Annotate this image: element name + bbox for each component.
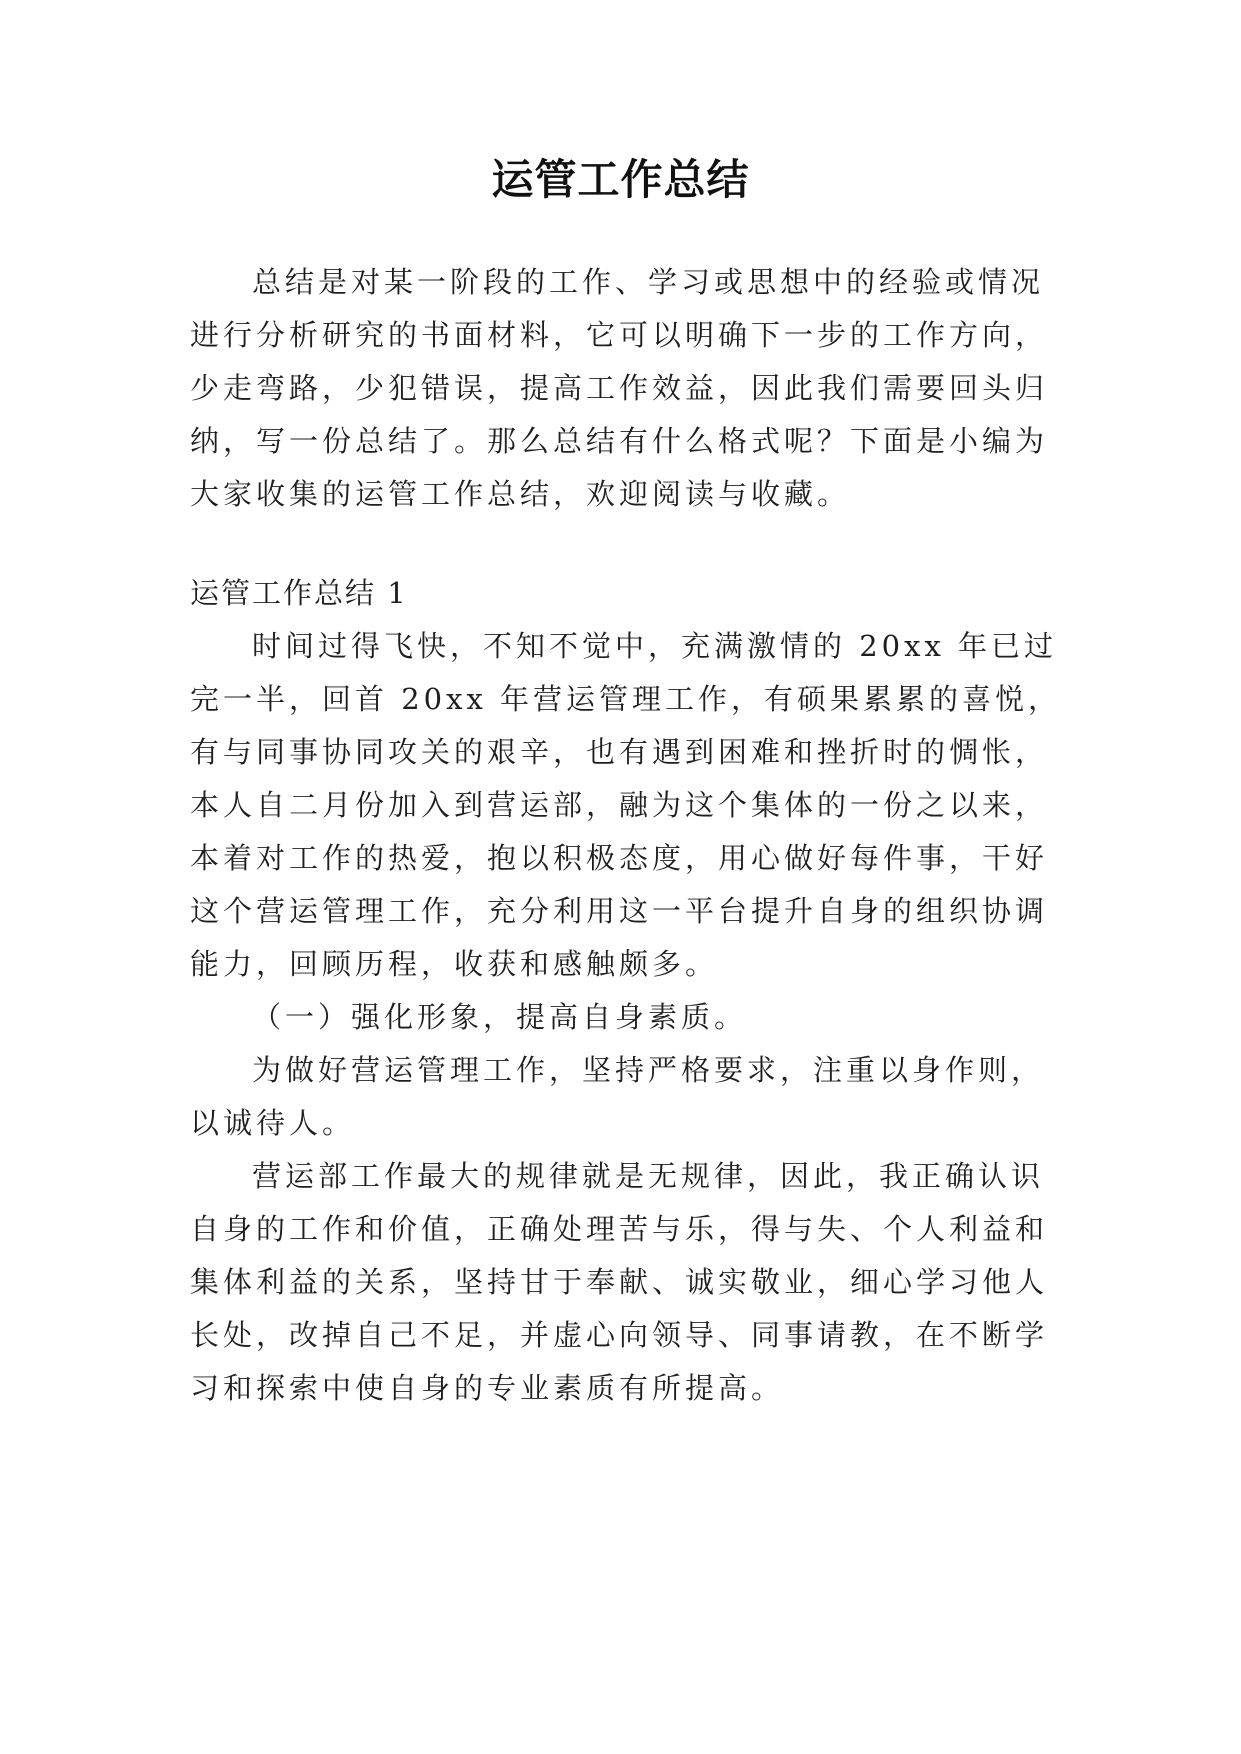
text-line: 营运部工作最大的规律就是无规律，因此，我正确认识 [252, 1159, 1045, 1193]
text-line: 自身的工作和价值，正确处理苦与乐，得与失、个人利益和 [190, 1212, 1049, 1246]
subsection-heading: （一）强化形象，提高自身素质。 [252, 1000, 748, 1034]
text-line: 纳，写一份总结了。那么总结有什么格式呢？下面是小编为 [190, 424, 1049, 458]
text-line: 本着对工作的热爱，抱以积极态度，用心做好每件事，干好 [190, 841, 1049, 875]
text-line: 总结是对某一阶段的工作、学习或思想中的经验或情况 [252, 265, 1045, 299]
text-line: 少走弯路，少犯错误，提高工作效益，因此我们需要回头归 [190, 371, 1049, 405]
text-line: 集体利益的关系，坚持甘于奉献、诚实敬业，细心学习他人 [190, 1265, 1049, 1299]
text-line: 完一半，回首 20xx 年营运管理工作，有硕果累累的喜悦， [190, 682, 1062, 716]
text-line: 长处，改掉自己不足，并虚心向领导、同事请教，在不断学 [190, 1318, 1049, 1352]
section-heading: 运管工作总结 1 [190, 576, 408, 610]
text-line: 这个营运管理工作，充分利用这一平台提升自身的组织协调 [190, 894, 1049, 928]
text-line: 以诚待人。 [190, 1106, 356, 1140]
text-line: 为做好营运管理工作，坚持严格要求，注重以身作则， [252, 1053, 1045, 1087]
text-line: 习和探索中使自身的专业素质有所提高。 [190, 1371, 785, 1405]
text-line: 进行分析研究的书面材料，它可以明确下一步的工作方向， [190, 318, 1049, 352]
document-title: 运管工作总结 [491, 155, 750, 204]
text-line: 时间过得飞快，不知不觉中，充满激情的 20xx 年已过 [252, 629, 1058, 663]
text-line: 能力，回顾历程，收获和感触颇多。 [190, 947, 719, 981]
text-line: 大家收集的运管工作总结，欢迎阅读与收藏。 [190, 477, 851, 511]
text-line: 有与同事协同攻关的艰辛，也有遇到困难和挫折时的惆怅， [190, 735, 1049, 769]
text-line: 本人自二月份加入到营运部，融为这个集体的一份之以来， [190, 788, 1049, 822]
